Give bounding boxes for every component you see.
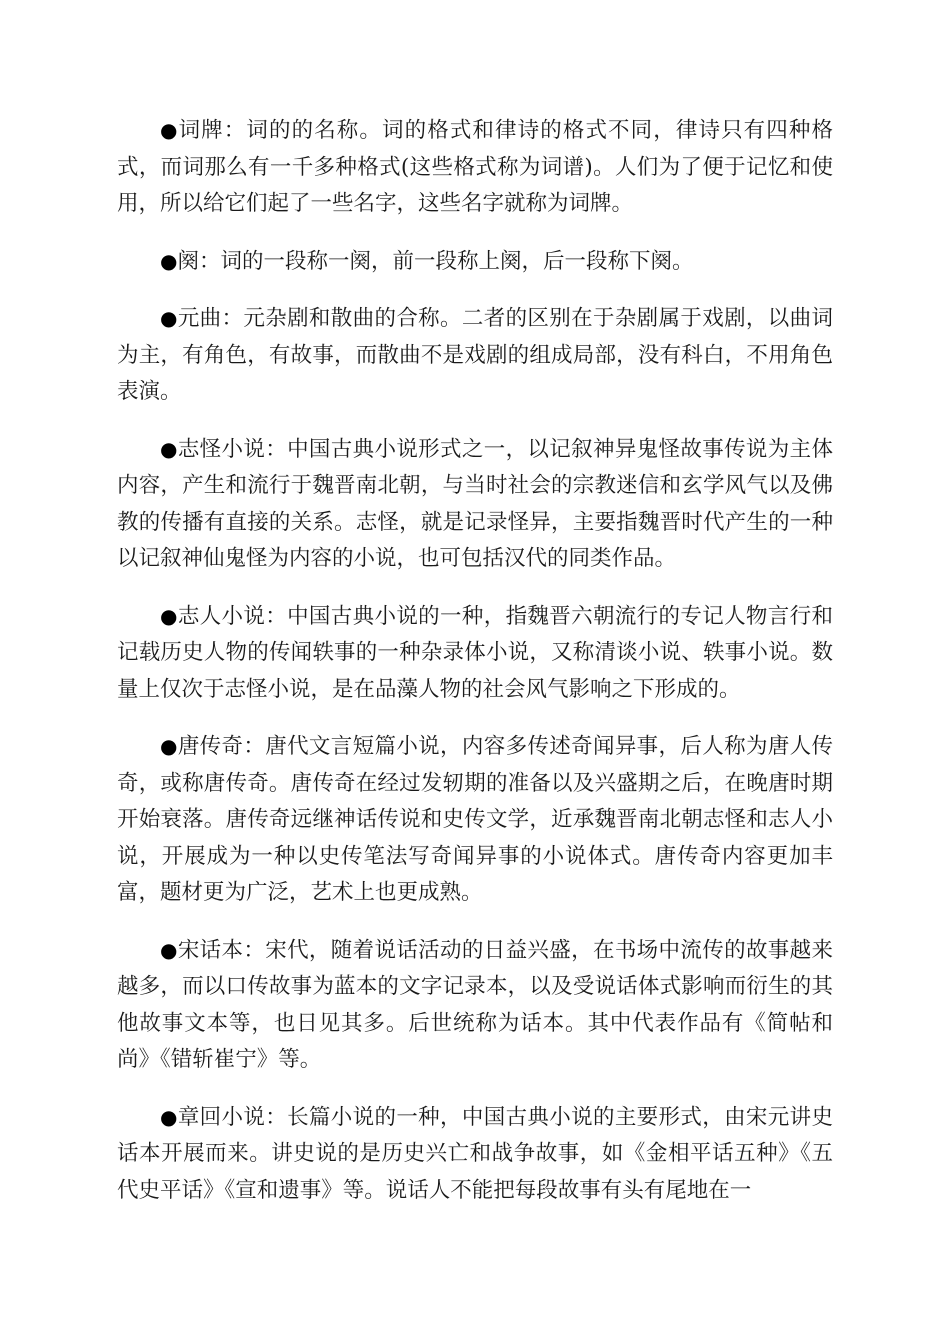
entry-songhuaben (117, 932, 833, 1079)
bullet-icon: ● (160, 734, 178, 758)
entry-term: 宋话本 (177, 937, 244, 963)
entry-text: ：元杂剧和散曲的合称。二者的区别在于杂剧属于戏剧，以曲词为主，有角色，有故事，而散曲不是戏剧的组成局部，没有科白，不用角色表演。 (117, 306, 833, 404)
entry-term: 志人小说 (177, 603, 266, 629)
entry-zhiguai (117, 431, 833, 578)
entry-cipai (117, 112, 833, 223)
entry-text: ：唐代文言短篇小说，内容多传述奇闻异事，后人称为唐人传奇，或称唐传奇。唐传奇在经过发轫期的准备以及兴盛期之后，在晚唐时期开始衰落。唐传奇远继神话传说和史传文学，近承魏晋南北朝志怪和志人小说，开展成为一种以史传笔法写奇闻异事的小说体式。唐传奇内容更加丰富，题材更为广泛，艺术上也更成熟。 (117, 734, 833, 905)
entry-text: ：中国古典小说的一种，指魏晋六朝流行的专记人物言行和记载历史人物的传闻轶事的一种杂录体小说，又称清谈小说、轶事小说。数量上仅次于志怪小说，是在品藻人物的社会风气影响之下形成的。 (117, 603, 833, 702)
entry-term: 阕 (177, 248, 199, 274)
entry-que (117, 243, 833, 281)
entry-term: 元曲 (177, 306, 222, 331)
document-body (117, 112, 833, 1229)
entry-text: ：词的的名称。词的格式和律诗的格式不同，律诗只有四种格式，而词那么有一千多种格式(这些格式称为词谱)。人们为了便于记忆和使用，所以给它们起了一些名字，这些名字就称为词牌。 (117, 118, 833, 216)
bullet-icon: ● (160, 118, 179, 142)
entry-text: ：宋代，随着说话活动的日益兴盛，在书场中流传的故事越来越多，而以口传故事为蓝本的文字记录本，以及受说话体式影响而衍生的其他故事文本等，也日见其多。后世统称为话本。其中代表作品有《简帖和尚》《错斩崔宁》等。 (117, 937, 833, 1072)
entry-yuanqu (117, 300, 833, 411)
bullet-icon: ● (160, 248, 178, 273)
bullet-icon: ● (160, 306, 178, 330)
entry-tangchuanqi (117, 728, 833, 912)
entry-term: 志怪小说 (177, 436, 266, 462)
bullet-icon: ● (160, 436, 178, 461)
entry-text: ：长篇小说的一种，中国古典小说的主要形式，由宋元讲史话本开展而来。讲史说的是历史兴亡和战争故事，如《金相平话五种》《五代史平话》《宣和遗事》等。说话人不能把每段故事有头有尾地在一 (117, 1104, 833, 1203)
entry-text: ：中国古典小说形式之一，以记叙神异鬼怪故事传说为主体内容，产生和流行于魏晋南北朝，与当时社会的宗教迷信和玄学风气以及佛教的传播有直接的关系。志怪，就是记录怪异，主要指魏晋时代产生的一种以记叙神仙鬼怪为内容的小说，也可包括汉代的同类作品。 (117, 436, 833, 571)
entry-zhiren (117, 598, 833, 709)
entry-zhanghui (117, 1099, 833, 1210)
entry-term: 词牌 (178, 118, 224, 143)
entry-term: 唐传奇 (177, 734, 244, 759)
entry-term: 章回小说 (177, 1104, 266, 1130)
bullet-icon: ● (160, 1104, 178, 1129)
entry-text: ：词的一段称一阕，前一段称上阕，后一段称下阕。 (198, 248, 694, 274)
bullet-icon: ● (160, 603, 178, 628)
bullet-icon: ● (160, 937, 178, 962)
